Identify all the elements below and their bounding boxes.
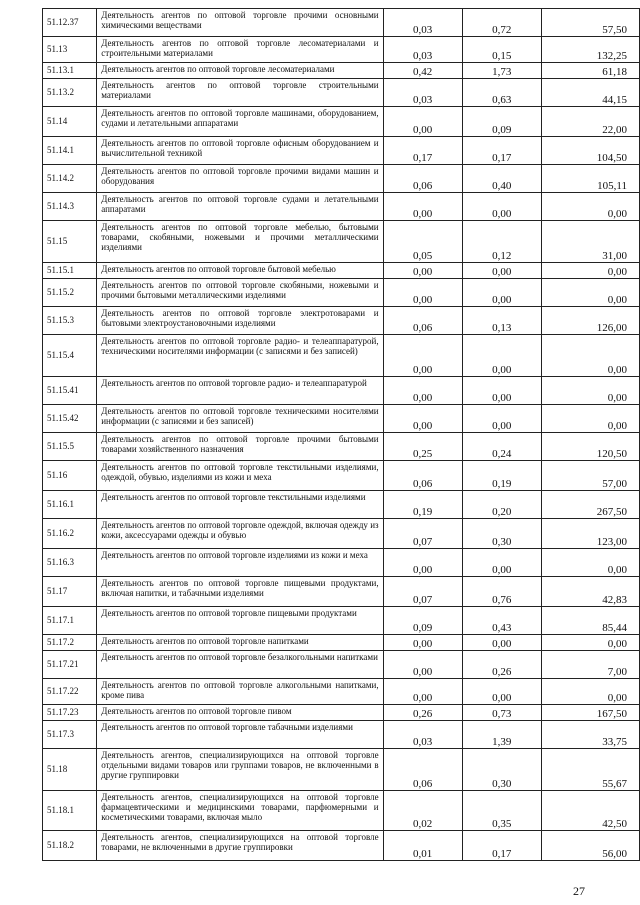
value-3-cell: 57,50 [541,9,639,37]
value-2-cell: 0,24 [462,433,541,461]
table-row [43,749,640,791]
value-1-cell: 0,00 [383,263,462,279]
table-row [43,651,640,679]
value-3-cell: 0,00 [541,263,639,279]
value-2-cell: 0,19 [462,461,541,491]
value-3-cell: 31,00 [541,221,639,263]
table-row [43,63,640,79]
value-1-cell: 0,00 [383,279,462,307]
code-cell: 51.14.3 [43,193,97,221]
value-2-cell: 0,40 [462,165,541,193]
value-3-cell: 0,00 [541,377,639,405]
table-row [43,831,640,861]
value-1-cell: 0,00 [383,405,462,433]
value-3-cell: 57,00 [541,461,639,491]
description-cell: Деятельность агентов, специализирующихся на оптовой торговле фармацевтическими и медицинскими товарами, парфюмерными и косметическими товарами, включая мыло [97,791,383,831]
value-3-cell: 42,83 [541,577,639,607]
value-3-cell: 267,50 [541,491,639,519]
code-cell: 51.17.3 [43,721,97,749]
description-cell: Деятельность агентов по оптовой торговле строительными материалами [97,79,383,107]
value-1-cell: 0,00 [383,679,462,705]
code-cell: 51.17 [43,577,97,607]
value-3-cell: 56,00 [541,831,639,861]
value-2-cell: 0,63 [462,79,541,107]
value-1-cell: 0,06 [383,307,462,335]
value-2-cell: 0,00 [462,679,541,705]
table-row [43,137,640,165]
value-1-cell: 0,06 [383,165,462,193]
value-1-cell: 0,05 [383,221,462,263]
value-3-cell: 126,00 [541,307,639,335]
value-1-cell: 0,07 [383,519,462,549]
code-cell: 51.15.3 [43,307,97,335]
table-row [43,577,640,607]
value-2-cell: 1,73 [462,63,541,79]
description-cell: Деятельность агентов по оптовой торговле судами и летательными аппаратами [97,193,383,221]
description-cell: Деятельность агентов по оптовой торговле пищевыми продуктами, включая напитки, и табачными изделиями [97,577,383,607]
value-1-cell: 0,19 [383,491,462,519]
value-2-cell: 0,20 [462,491,541,519]
table-row [43,335,640,377]
table-row [43,377,640,405]
description-cell: Деятельность агентов по оптовой торговле пищевыми продуктами [97,607,383,635]
table-row [43,607,640,635]
description-cell: Деятельность агентов, специализирующихся на оптовой торговле товарами, не включенными в другие группировки [97,831,383,861]
value-1-cell: 0,17 [383,137,462,165]
table-row [43,79,640,107]
value-1-cell: 0,00 [383,335,462,377]
value-3-cell: 0,00 [541,549,639,577]
code-cell: 51.15.1 [43,263,97,279]
description-cell: Деятельность агентов по оптовой торговле прочими основными химическими веществами [97,9,383,37]
value-3-cell: 0,00 [541,405,639,433]
description-cell: Деятельность агентов по оптовой торговле электротоварами и бытовыми электроустановочными изделиями [97,307,383,335]
code-cell: 51.14 [43,107,97,137]
code-cell: 51.17.22 [43,679,97,705]
value-1-cell: 0,03 [383,37,462,63]
value-3-cell: 44,15 [541,79,639,107]
value-3-cell: 0,00 [541,279,639,307]
table-row [43,679,640,705]
description-cell: Деятельность агентов по оптовой торговле текстильными изделиями [97,491,383,519]
value-1-cell: 0,00 [383,193,462,221]
value-1-cell: 0,26 [383,705,462,721]
code-cell: 51.18.1 [43,791,97,831]
value-2-cell: 0,12 [462,221,541,263]
description-cell: Деятельность агентов по оптовой торговле прочими бытовыми товарами хозяйственного назначения [97,433,383,461]
code-cell: 51.16 [43,461,97,491]
description-cell: Деятельность агентов по оптовой торговле бытовой мебелью [97,263,383,279]
value-1-cell: 0,00 [383,107,462,137]
value-2-cell: 1,39 [462,721,541,749]
value-2-cell: 0,72 [462,9,541,37]
description-cell: Деятельность агентов по оптовой торговле лесоматериалами [97,63,383,79]
value-2-cell: 0,00 [462,405,541,433]
value-2-cell: 0,00 [462,263,541,279]
description-cell: Деятельность агентов по оптовой торговле скобяными, ножевыми и прочими бытовыми металлическими изделиями [97,279,383,307]
value-3-cell: 105,11 [541,165,639,193]
value-2-cell: 0,00 [462,549,541,577]
code-cell: 51.15.4 [43,335,97,377]
description-cell: Деятельность агентов по оптовой торговле безалкогольными напитками [97,651,383,679]
description-cell: Деятельность агентов по оптовой торговле одеждой, включая одежду из кожи, аксессуарами одежды и обувью [97,519,383,549]
value-2-cell: 0,00 [462,635,541,651]
code-cell: 51.12.37 [43,9,97,37]
code-cell: 51.13 [43,37,97,63]
description-cell: Деятельность агентов по оптовой торговле изделиями из кожи и меха [97,549,383,577]
value-3-cell: 132,25 [541,37,639,63]
table-row [43,721,640,749]
table-row [43,107,640,137]
value-1-cell: 0,06 [383,461,462,491]
table-row [43,549,640,577]
value-1-cell: 0,03 [383,721,462,749]
value-1-cell: 0,00 [383,549,462,577]
value-3-cell: 42,50 [541,791,639,831]
description-cell: Деятельность агентов по оптовой торговле текстильными изделиями, одеждой, обувью, изделиями из кожи и меха [97,461,383,491]
value-2-cell: 0,00 [462,279,541,307]
value-1-cell: 0,00 [383,635,462,651]
value-3-cell: 61,18 [541,63,639,79]
value-3-cell: 55,67 [541,749,639,791]
value-2-cell: 0,30 [462,519,541,549]
code-cell: 51.14.2 [43,165,97,193]
value-2-cell: 0,00 [462,335,541,377]
value-2-cell: 0,17 [462,137,541,165]
description-cell: Деятельность агентов по оптовой торговле радио- и телеаппаратурой [97,377,383,405]
value-2-cell: 0,26 [462,651,541,679]
value-2-cell: 0,13 [462,307,541,335]
page-number: 27 [573,884,585,898]
table-row [43,491,640,519]
code-cell: 51.18.2 [43,831,97,861]
code-cell: 51.16.2 [43,519,97,549]
value-1-cell: 0,42 [383,63,462,79]
description-cell: Деятельность агентов по оптовой торговле машинами, оборудованием, судами и летательными аппаратами [97,107,383,137]
table-row [43,9,640,37]
value-3-cell: 33,75 [541,721,639,749]
value-3-cell: 0,00 [541,193,639,221]
code-cell: 51.17.23 [43,705,97,721]
description-cell: Деятельность агентов по оптовой торговле алкогольными напитками, кроме пива [97,679,383,705]
value-3-cell: 120,50 [541,433,639,461]
value-3-cell: 104,50 [541,137,639,165]
value-3-cell: 167,50 [541,705,639,721]
code-cell: 51.16.3 [43,549,97,577]
code-cell: 51.15.2 [43,279,97,307]
value-2-cell: 0,76 [462,577,541,607]
description-cell: Деятельность агентов по оптовой торговле прочими видами машин и оборудования [97,165,383,193]
table-body [43,9,640,861]
code-cell: 51.15 [43,221,97,263]
code-cell: 51.15.41 [43,377,97,405]
code-cell: 51.13.1 [43,63,97,79]
value-2-cell: 0,30 [462,749,541,791]
table-row [43,37,640,63]
description-cell: Деятельность агентов, специализирующихся на оптовой торговле отдельными видами товаров или группами товаров, не включенными в другие группировки [97,749,383,791]
table-row [43,635,640,651]
code-cell: 51.18 [43,749,97,791]
code-cell: 51.17.1 [43,607,97,635]
code-cell: 51.13.2 [43,79,97,107]
code-cell: 51.17.2 [43,635,97,651]
value-2-cell: 0,00 [462,377,541,405]
description-cell: Деятельность агентов по оптовой торговле лесоматериалами и строительными материалами [97,37,383,63]
value-2-cell: 0,15 [462,37,541,63]
table-row [43,279,640,307]
value-2-cell: 0,00 [462,193,541,221]
description-cell: Деятельность агентов по оптовой торговле радио- и телеаппаратурой, техническими носителями информации (с записями и без записей) [97,335,383,377]
code-cell: 51.16.1 [43,491,97,519]
table-row [43,433,640,461]
table-row [43,519,640,549]
description-cell: Деятельность агентов по оптовой торговле мебелью, бытовыми товарами, скобяными, ножевыми и прочими металлическими изделиями [97,221,383,263]
value-2-cell: 0,09 [462,107,541,137]
value-2-cell: 0,43 [462,607,541,635]
table-row [43,791,640,831]
description-cell: Деятельность агентов по оптовой торговле напитками [97,635,383,651]
table-row [43,461,640,491]
value-2-cell: 0,73 [462,705,541,721]
value-1-cell: 0,07 [383,577,462,607]
table-row [43,263,640,279]
value-1-cell: 0,03 [383,9,462,37]
code-cell: 51.17.21 [43,651,97,679]
value-3-cell: 7,00 [541,651,639,679]
value-3-cell: 0,00 [541,335,639,377]
code-cell: 51.15.5 [43,433,97,461]
value-3-cell: 0,00 [541,635,639,651]
value-1-cell: 0,03 [383,79,462,107]
activity-table [42,8,640,861]
value-1-cell: 0,25 [383,433,462,461]
description-cell: Деятельность агентов по оптовой торговле техническими носителями информации (с записями и без записей) [97,405,383,433]
value-1-cell: 0,00 [383,651,462,679]
value-1-cell: 0,06 [383,749,462,791]
code-cell: 51.14.1 [43,137,97,165]
value-2-cell: 0,35 [462,791,541,831]
value-2-cell: 0,17 [462,831,541,861]
table-row [43,221,640,263]
value-1-cell: 0,02 [383,791,462,831]
value-1-cell: 0,01 [383,831,462,861]
description-cell: Деятельность агентов по оптовой торговле пивом [97,705,383,721]
value-1-cell: 0,00 [383,377,462,405]
description-cell: Деятельность агентов по оптовой торговле табачными изделиями [97,721,383,749]
table-row [43,165,640,193]
code-cell: 51.15.42 [43,405,97,433]
value-3-cell: 22,00 [541,107,639,137]
table-row [43,405,640,433]
value-1-cell: 0,09 [383,607,462,635]
value-3-cell: 0,00 [541,679,639,705]
table-row [43,193,640,221]
description-cell: Деятельность агентов по оптовой торговле офисным оборудованием и вычислительной техникой [97,137,383,165]
value-3-cell: 123,00 [541,519,639,549]
value-3-cell: 85,44 [541,607,639,635]
table-row [43,705,640,721]
table-row [43,307,640,335]
